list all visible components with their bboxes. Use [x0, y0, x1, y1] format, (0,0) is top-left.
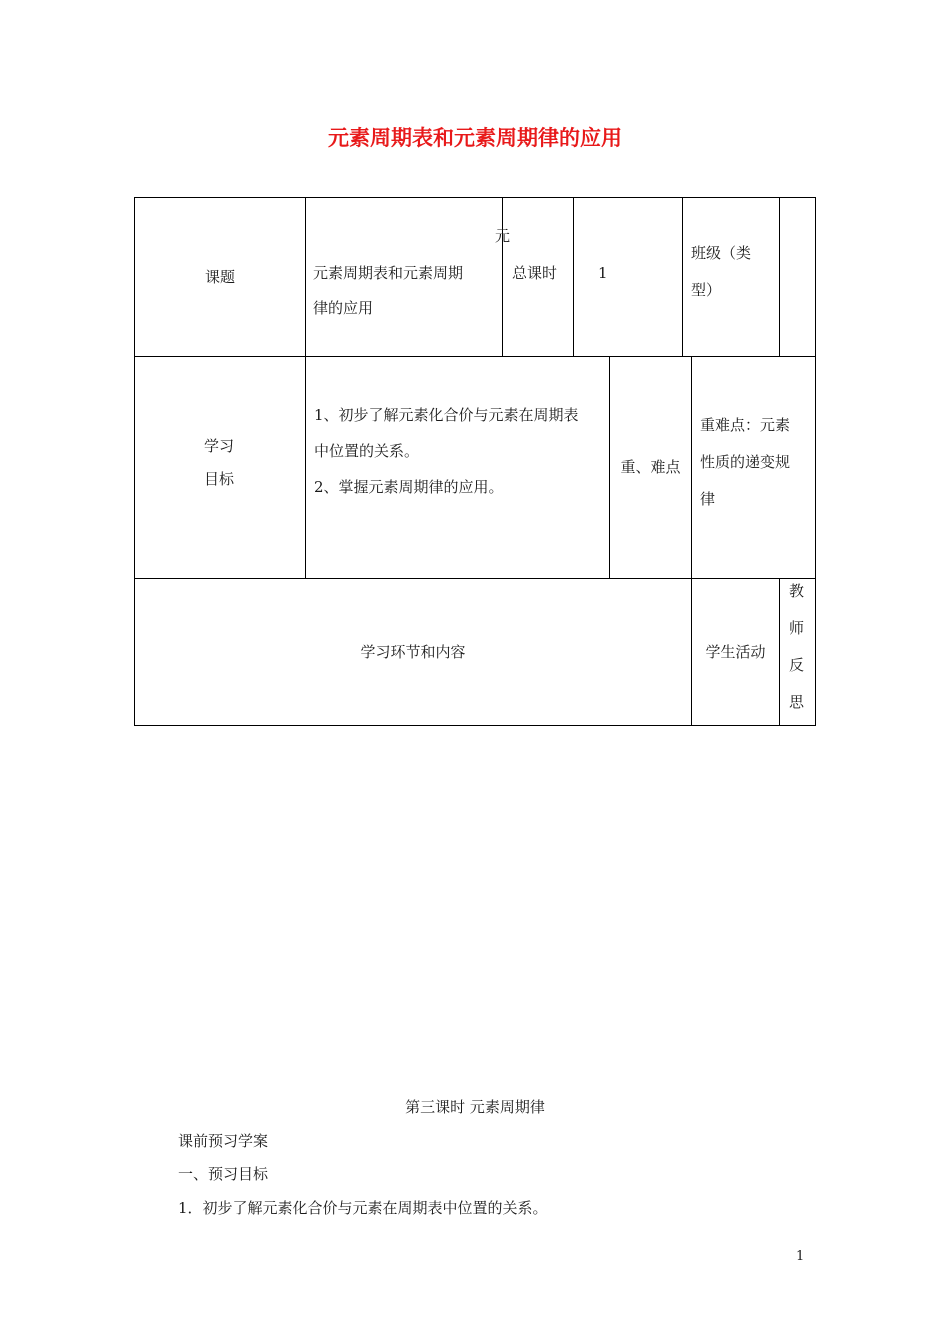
teacher-char: 思: [789, 693, 805, 711]
topic-overflow-char: 元: [495, 227, 511, 245]
item-1: 1．初步了解元素化合价与元素在周期表中位置的关系。: [178, 1199, 548, 1217]
part-1-heading: 一、预习目标: [178, 1165, 269, 1183]
hours-label: 总课时: [512, 264, 558, 282]
teacher-char: 教: [789, 582, 805, 600]
goals-label-line1: 学习: [204, 437, 235, 455]
content-label: 学习环节和内容: [360, 642, 466, 661]
goal-2: 2、掌握元素周期律的应用。: [314, 478, 504, 496]
class-label-line1: 班级（类: [691, 244, 752, 262]
student-activity-label: 学生活动: [705, 642, 766, 661]
teacher-char: 师: [789, 619, 805, 637]
goals-label-line2: 目标: [204, 470, 235, 488]
class-label-line2: 型）: [691, 281, 722, 299]
keypoints-line2: 性质的递变规: [700, 453, 791, 471]
document-title: 元素周期表和元素周期律的应用: [328, 126, 622, 150]
teacher-char: 反: [789, 656, 805, 674]
section-heading: 第三课时 元素周期律: [405, 1098, 545, 1116]
keypoints-label: 重、难点: [620, 458, 681, 476]
keypoints-line1: 重难点：元素: [700, 416, 791, 434]
goal-1-line1: 1、初步了解元素化合价与元素在周期表: [314, 406, 579, 424]
topic-value-line1: 元素周期表和元素周期: [313, 264, 464, 282]
hours-value: 1: [598, 264, 608, 282]
topic-value-line2: 律的应用: [313, 299, 374, 317]
keypoints-line3: 律: [700, 490, 716, 508]
section-subheading: 课前预习学案: [178, 1132, 269, 1150]
goal-1-line2: 中位置的关系。: [314, 442, 420, 460]
topic-label: 课题: [204, 267, 235, 286]
page-number: 1: [796, 1249, 805, 1264]
